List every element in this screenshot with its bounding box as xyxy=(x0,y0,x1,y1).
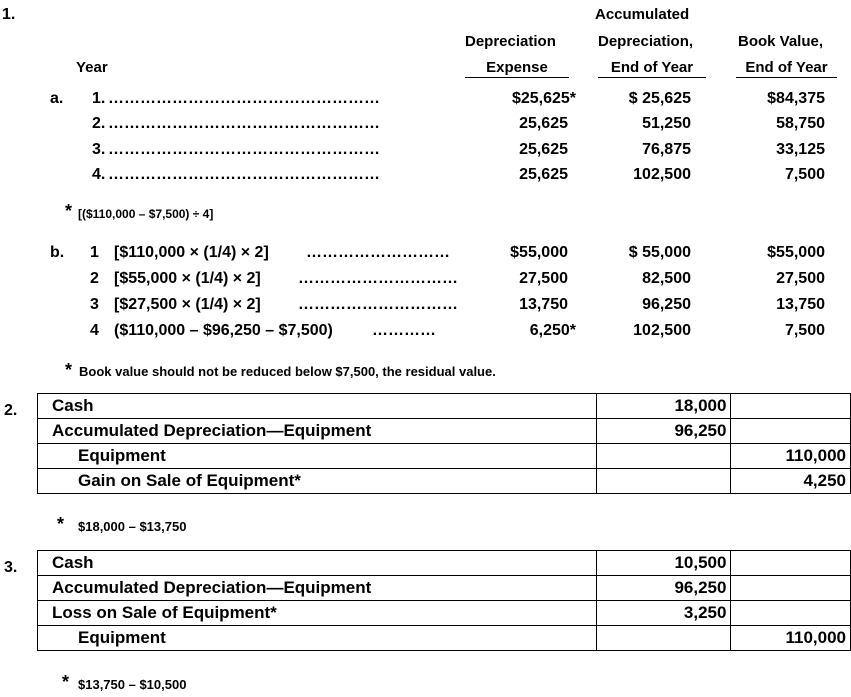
part-a-book-2: 58,750 xyxy=(776,115,825,132)
part-b-book-3: 13,750 xyxy=(776,296,825,313)
part-b-label: b. xyxy=(50,244,65,261)
part-b-leader-4: ………… xyxy=(372,322,436,339)
debit-amount: 10,500 xyxy=(596,551,731,576)
header-accumulated-line3: End of Year xyxy=(598,59,706,78)
credit-amount xyxy=(731,601,851,626)
credit-amount xyxy=(731,576,851,601)
journal-entry-table-2 xyxy=(37,393,851,494)
part-b-accum-1: $ 55,000 xyxy=(628,244,691,261)
part-b-year-4: 4 xyxy=(90,322,99,339)
table-row xyxy=(38,601,851,626)
credit-amount xyxy=(731,394,851,419)
part-a-label: a. xyxy=(50,90,64,107)
question-1-number: 1. xyxy=(2,6,16,23)
part-a-book-1: $84,375 xyxy=(767,90,825,107)
part-a-expense-2: 25,625 xyxy=(519,115,568,132)
question-2-number: 2. xyxy=(4,402,18,419)
part-a-book-4: 7,500 xyxy=(784,166,825,183)
account-name: Cash xyxy=(38,551,597,576)
part-b-leader-1: ……………………… xyxy=(306,244,450,261)
part-b-expense-3: 13,750 xyxy=(519,296,568,313)
header-bookvalue-line1: Book Value, xyxy=(738,33,824,50)
account-name: Equipment xyxy=(38,444,597,469)
header-year: Year xyxy=(76,59,108,76)
part-b-expense-1: $55,000 xyxy=(510,244,568,261)
part-a-leader-3: …………………………………………… xyxy=(108,141,380,158)
debit-amount xyxy=(596,626,731,651)
part-b-book-2: 27,500 xyxy=(776,270,825,287)
part-a-accum-2: 51,250 xyxy=(642,115,691,132)
part-b-calc-3: [$27,500 × (1/4) × 2] xyxy=(114,296,261,313)
debit-amount: 3,250 xyxy=(596,601,731,626)
part-b-book-4: 7,500 xyxy=(784,322,825,339)
part-a-book-3: 33,125 xyxy=(776,141,825,158)
debit-amount: 18,000 xyxy=(596,394,731,419)
part-b-calc-1: [$110,000 × (1/4) × 2] xyxy=(114,244,269,261)
q3-note-star: * xyxy=(62,672,70,692)
part-a-expense-3: 25,625 xyxy=(519,141,568,158)
debit-amount xyxy=(596,469,731,494)
table-row xyxy=(38,576,851,601)
part-a-leader-2: …………………………………………… xyxy=(108,115,380,132)
account-name: Loss on Sale of Equipment* xyxy=(38,601,597,626)
header-accumulated-line2: Depreciation, xyxy=(598,33,694,50)
credit-amount: 4,250 xyxy=(731,469,851,494)
part-b-note: Book value should not be reduced below $7,500, the residual value. xyxy=(79,364,496,379)
part-b-book-1: $55,000 xyxy=(767,244,825,261)
account-name: Cash xyxy=(38,394,597,419)
table-row xyxy=(38,469,851,494)
q2-note: $18,000 – $13,750 xyxy=(78,519,187,534)
header-depreciation-line2: Expense xyxy=(465,59,569,78)
part-b-note-star: * xyxy=(65,360,73,380)
part-b-calc-2: [$55,000 × (1/4) × 2] xyxy=(114,270,261,287)
part-b-year-3: 3 xyxy=(90,296,99,313)
debit-amount: 96,250 xyxy=(596,576,731,601)
q3-note: $13,750 – $10,500 xyxy=(78,677,187,692)
part-a-leader-1: …………………………………………… xyxy=(108,90,380,107)
part-b-calc-4: ($110,000 – $96,250 – $7,500) xyxy=(114,322,333,339)
question-3-number: 3. xyxy=(4,559,18,576)
part-b-year-2: 2 xyxy=(90,270,99,287)
table-row xyxy=(38,394,851,419)
account-name: Equipment xyxy=(38,626,597,651)
header-bookvalue-line2: End of Year xyxy=(736,59,837,78)
part-a-year-4: 4. xyxy=(92,166,106,183)
part-a-accum-4: 102,500 xyxy=(633,166,691,183)
q2-note-star: * xyxy=(57,514,65,534)
credit-amount xyxy=(731,419,851,444)
part-a-accum-1: $ 25,625 xyxy=(628,90,691,107)
account-name: Accumulated Depreciation—Equipment xyxy=(38,576,597,601)
part-a-note-star: * xyxy=(65,201,73,221)
part-b-leader-2: ………………………… xyxy=(298,270,458,287)
part-b-year-1: 1 xyxy=(90,244,99,261)
part-b-expense-4: 6,250* xyxy=(529,322,576,339)
journal-entry-table-3 xyxy=(37,550,851,651)
part-b-accum-4: 102,500 xyxy=(633,322,691,339)
part-a-note: [($110,000 – $7,500) ÷ 4] xyxy=(78,207,214,221)
header-accumulated-line1: Accumulated xyxy=(595,6,690,23)
table-row xyxy=(38,419,851,444)
credit-amount: 110,000 xyxy=(731,626,851,651)
credit-amount: 110,000 xyxy=(731,444,851,469)
header-depreciation-line1: Depreciation xyxy=(465,33,556,50)
part-a-expense-1: $25,625* xyxy=(511,90,576,107)
table-row xyxy=(38,444,851,469)
table-row xyxy=(38,626,851,651)
part-a-year-2: 2. xyxy=(92,115,106,132)
credit-amount xyxy=(731,551,851,576)
debit-amount: 96,250 xyxy=(596,419,731,444)
account-name: Gain on Sale of Equipment* xyxy=(38,469,597,494)
part-b-accum-2: 82,500 xyxy=(642,270,691,287)
part-a-year-1: 1. xyxy=(92,90,106,107)
account-name: Accumulated Depreciation—Equipment xyxy=(38,419,597,444)
part-b-expense-2: 27,500 xyxy=(519,270,568,287)
table-row xyxy=(38,551,851,576)
debit-amount xyxy=(596,444,731,469)
part-a-accum-3: 76,875 xyxy=(642,141,691,158)
part-a-leader-4: …………………………………………… xyxy=(108,166,380,183)
part-b-accum-3: 96,250 xyxy=(642,296,691,313)
part-a-year-3: 3. xyxy=(92,141,106,158)
part-a-expense-4: 25,625 xyxy=(519,166,568,183)
part-b-leader-3: ………………………… xyxy=(298,296,458,313)
